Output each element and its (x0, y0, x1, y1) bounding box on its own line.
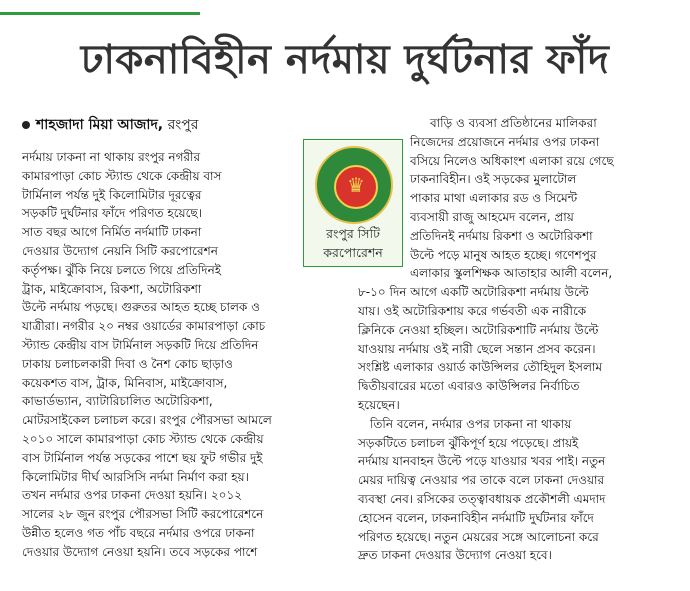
byline-author: শাহজাদা মিয়া আজাদ, (36, 117, 164, 133)
crown-icon: ♛ (347, 173, 365, 197)
text-line: দেওয়ার উদ্যোগ নেয়নি সিটি করপোরেশন (22, 243, 218, 258)
text-line: সংশ্লিষ্ট এলাকার ওয়ার্ড কাউন্সিলর তৌহিদুল ইসলাম (358, 360, 603, 375)
text-line: কাভার্ডভ্যান, ব্যাটারিচালিত অটোরিকশা, (22, 394, 213, 409)
text-line: যাত্রীরা। নগরীর ২০ নম্বর ওয়ার্ডের কামারপাড়া কোচ (22, 319, 266, 334)
text-line: যাওয়ায় নর্দমায় ওই নারী ছেলে সন্তান প্রসব করেন। (358, 341, 596, 356)
text-line: সড়কটিতে চলাচল ঝুঁকিপূর্ণ হয়ে পড়েছে। প্রায়ই (358, 435, 579, 450)
text-line: দ্রুত ঢাকনা দেওয়ার উদ্যোগ নেওয়া হবে। (358, 548, 552, 563)
text-line: তখন নর্দমার ওপর ঢাকনা দেওয়া হয়নি। ২০১২ (22, 488, 243, 503)
top-green-rule (0, 0, 200, 15)
text-line: ব্যবস্থা নেব। রসিকের তত্ত্বাবধায়ক প্রকৌশলী এমদাদ (358, 491, 606, 506)
text-line: দ্বিতীয়বারের মতো এবারও কাউন্সিলর নির্বাচিত (358, 379, 580, 394)
text-line: দেওয়ার উদ্যোগ নেওয়া হয়নি। তবে সড়কের পাশে (22, 544, 258, 559)
text-line: মেয়র দায়িত্ব নেওয়ার পর তাকে বলে ঢাকনা দেওয়ার (358, 473, 605, 488)
text-line: ঢাকনাবিহীন। ওই সড়কের মুলাটোল (410, 172, 577, 187)
text-line: কর্তৃপক্ষ। ঝুঁকি নিয়ে চলতে গিয়ে প্রতিদিনই (22, 262, 221, 277)
text-line: নর্দমায় ঢাকনা না থাকায় রংপুর নগরীর (22, 150, 201, 164)
text-line: কয়েকশত বাস, ট্রাক, মিনিবাস, মাইক্রোবাস, (22, 375, 228, 390)
headline: ঢাকনাবিহীন নর্দমায় দুর্ঘটনার ফাঁদ (80, 37, 610, 83)
text-line: সালের ২৮ জুন রংপুর পৌরসভা সিটি করপোরেশনে (22, 507, 264, 522)
text-line: ক্লিনিকে নেওয়া হচ্ছিল। অটোরিকশাটি নর্দমায় উল্টে (358, 322, 599, 337)
text-line: হয়েছেন। (358, 397, 400, 412)
bullet-icon (22, 121, 30, 129)
text-line: নর্দমায় যানবাহন উল্টে পড়ে যাওয়ার খবর পাই। নতুন (358, 454, 606, 469)
text-line: এলাকার স্কুলশিক্ষক আতাহার আলী বলেন, (410, 266, 613, 281)
text-line: উল্টে পড়ে মানুষ আহত হচ্ছে। গণেশপুর (410, 247, 597, 262)
text-line: তিনি বলেন, নর্দমার ওপর ঢাকনা না থাকায় (370, 416, 572, 431)
text-line: নিজেদের প্রয়োজনে নর্দমার ওপর ঢাকনা (410, 134, 600, 149)
text-line: প্রতিদিনই নর্দমায় রিকশা ও অটোরিকশা (410, 228, 593, 243)
byline-location: রংপুর (163, 117, 199, 133)
text-line: হোসেন বলেন, ঢাকনাবিহীন নর্দমাটি দুর্ঘটনার ফাঁদে (358, 510, 594, 525)
text-line: উন্নীত হলেও গত পাঁচ বছরে নর্দমার ওপরে ঢাকনা (22, 525, 255, 540)
text-line: সড়কটি দুর্ঘটনার ফাঁদে পরিণত হয়েছে। (22, 206, 203, 221)
text-line: ৮-১০ দিন আগে একটি অটোরিকশা নর্দমায় উল্টে (358, 285, 589, 300)
text-line: টার্মিনাল পর্যন্ত দুই কিলোমিটার দূরত্বের (22, 187, 202, 202)
text-line: ঢাকায় চলাচলকারী দিবা ও নৈশ কোচ ছাড়াও (22, 356, 234, 371)
left-column (22, 148, 312, 562)
logo-caption-line: করপোরেশন (323, 245, 383, 260)
text-line: বসিয়ে নিলেও অধিকাংশ এলাকা রয়ে গেছে (410, 153, 614, 168)
right-column (358, 114, 683, 565)
text-line: ব্যবসায়ী রাজু আহমেদ বলেন, প্রায় (410, 209, 574, 224)
text-line: কিলোমিটার দীর্ঘ আরসিসি নর্দমা নির্মাণ করা হয়। (22, 469, 249, 484)
text-line: পাকার মাথা এলাকার রড ও সিমেন্ট (410, 191, 578, 206)
text-line: উল্টে নর্দমায় পড়ছে। গুরুতর আহত হচ্ছে চালক ও (22, 300, 260, 315)
byline (22, 114, 402, 136)
logo-caption-line: রংপুর সিটি (326, 226, 380, 241)
text-line: স্ট্যান্ড কেন্দ্রীয় বাস টার্মিনাল সড়কটি দিয়ে প্রতিদিন (22, 337, 259, 352)
text-line: বাড়ি ও ব্যবসা প্রতিষ্ঠানের মালিকরা (430, 116, 597, 130)
text-line: সাত বছর আগে নির্মিত নর্দমাটি ঢাকনা (22, 225, 202, 240)
text-line: ট্রাক, মাইক্রোবাস, রিকশা, অটোরিকশা (22, 281, 202, 296)
text-line: যায়। ওই অটোরিকশায় করে গর্ভবতী এক নারীকে (358, 303, 587, 318)
text-line: ২০১০ সালে কামারপাড়া কোচ স্ট্যান্ড থেকে কেন্দ্রীয় (22, 431, 264, 446)
text-line: কামারপাড়া কোচ স্ট্যান্ড থেকে কেন্দ্রীয় বাস (22, 168, 222, 183)
text-line: পরিণত হয়েছে। নতুন মেয়রের সঙ্গে আলোচনা করে (358, 529, 599, 544)
text-line: বাস টার্মিনাল পর্যন্ত সড়কের পাশে ছয় ফুট গভীর দুই (22, 450, 263, 465)
text-line: মোটরসাইকেল চলাচল করে। রংপুর পৌরসভা আমলে (22, 413, 272, 428)
